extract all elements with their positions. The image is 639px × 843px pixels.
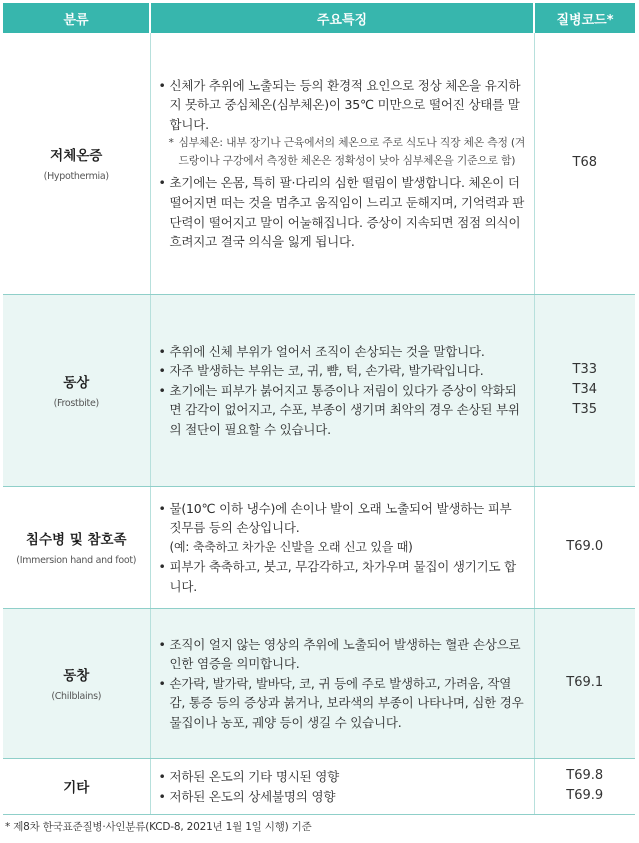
footnote: * 제8차 한국표준질병·사인분류(KCD-8, 2021년 1월 1일 시행) 기준 xyxy=(5,821,312,833)
feature-bullet: • 물(10℃ 이하 냉수)에 손이나 발이 오래 노출되어 발생하는 피부 짓무름 등의 손상입니다. xyxy=(159,499,526,538)
feature-bullet: • 저하된 온도의 상세불명의 영향 xyxy=(159,787,526,807)
category-english: (Frostbite) xyxy=(53,398,99,409)
code-cell xyxy=(534,33,635,294)
disease-code: T69.1 xyxy=(566,675,604,690)
disease-code: T68 xyxy=(572,155,597,171)
category-english: (Hypothermia) xyxy=(43,171,109,183)
table-row-hypothermia xyxy=(3,33,635,294)
category-name: 기타 xyxy=(63,780,90,796)
code-cell xyxy=(534,758,635,814)
disease-code: T69.0 xyxy=(566,539,604,554)
header-category: 분류 xyxy=(3,3,150,33)
features-cell xyxy=(150,294,534,486)
code-cell xyxy=(534,486,635,608)
note-text: 심부체온: 내부 장기나 근육에서의 체온으로 주로 식도나 직장 체온 측정 (겨드랑이나 구강에서 측정한 체온은 정확성이 낮아 심부체온을 기준으로 함) xyxy=(178,136,526,168)
feature-bullet: • 초기에는 온몸, 특히 팔·다리의 심한 떨림이 발생합니다. 체온이 더 떨어지면 떠는 것을 멈추고 움직임이 느리고 둔해지며, 기억력과 판단력이 떨어지고 말이 어눌해집니다. 증상이 지속되면 점점 의식이 흐려지고 결국 의식을 잃게 됩니다. xyxy=(159,173,526,251)
code-cell xyxy=(534,608,635,758)
table-row-chilblains xyxy=(3,608,635,758)
category-name: 저체온증 xyxy=(50,148,103,165)
category-english: (Immersion hand and foot) xyxy=(16,555,137,566)
category-english: (Chilblains) xyxy=(51,691,102,702)
category-cell xyxy=(3,486,150,608)
category-cell xyxy=(3,33,150,294)
category-name: 동상 xyxy=(63,375,90,391)
header-code: 질병코드* xyxy=(534,3,635,33)
disease-code: T35 xyxy=(572,402,597,417)
feature-bullet: • 신체가 추위에 노출되는 등의 환경적 요인으로 정상 체온을 유지하지 못하고 중심체온(심부체온)이 35℃ 미만으로 떨어진 상태를 말합니다. xyxy=(159,76,526,135)
disease-code: T34 xyxy=(572,382,597,397)
feature-bullet: • 조직이 얼지 않는 영상의 추위에 노출되어 발생하는 혈관 손상으로 인한 염증을 의미합니다. xyxy=(159,635,526,674)
table-row-frostbite xyxy=(3,294,635,486)
category-name: 침수병 및 참호족 xyxy=(25,532,127,548)
features-cell xyxy=(150,486,534,608)
features-cell xyxy=(150,608,534,758)
category-cell xyxy=(3,758,150,814)
feature-example: (예: 축축하고 차가운 신발을 오래 신고 있을 때) xyxy=(169,539,413,554)
category-cell xyxy=(3,608,150,758)
header-features: 주요특징 xyxy=(150,3,534,33)
feature-bullet: • 피부가 축축하고, 붓고, 무감각하고, 차가우며 물집이 생기기도 합니다. xyxy=(159,557,526,596)
table-row-immersion xyxy=(3,486,635,608)
feature-bullet: • 자주 발생하는 부위는 코, 귀, 뺨, 턱, 손가락, 발가락입니다. xyxy=(159,361,526,381)
features-cell xyxy=(150,33,534,294)
note-asterisk: * xyxy=(168,136,174,150)
feature-bullet: • 초기에는 피부가 붉어지고 통증이나 저림이 있다가 증상이 악화되면 감각이 없어지고, 수포, 부종이 생기며 최악의 경우 손상된 부위의 절단이 필요할 수 있습니다. xyxy=(159,381,526,440)
feature-note xyxy=(159,134,526,170)
table-row-other xyxy=(3,758,635,814)
disease-code: T69.8 xyxy=(566,768,604,783)
disease-code: T33 xyxy=(572,362,597,377)
cold-illness-table xyxy=(3,3,635,815)
feature-bullet: • 손가락, 발가락, 발바닥, 코, 귀 등에 주로 발생하고, 가려움, 작열감, 통증 등의 증상과 붉거나, 보라색의 부종이 나타나며, 심한 경우 물집이나 농포, 궤양 등이 생길 수 있습니다. xyxy=(159,674,526,733)
table-header-row xyxy=(3,3,635,33)
feature-bullet: • 추위에 신체 부위가 얼어서 조직이 손상되는 것을 말합니다. xyxy=(159,342,526,362)
code-cell xyxy=(534,294,635,486)
disease-code: T69.9 xyxy=(566,788,604,803)
features-cell xyxy=(150,758,534,814)
category-name: 동창 xyxy=(63,668,90,684)
feature-bullet: • 저하된 온도의 기타 명시된 영향 xyxy=(159,767,526,787)
category-cell xyxy=(3,294,150,486)
